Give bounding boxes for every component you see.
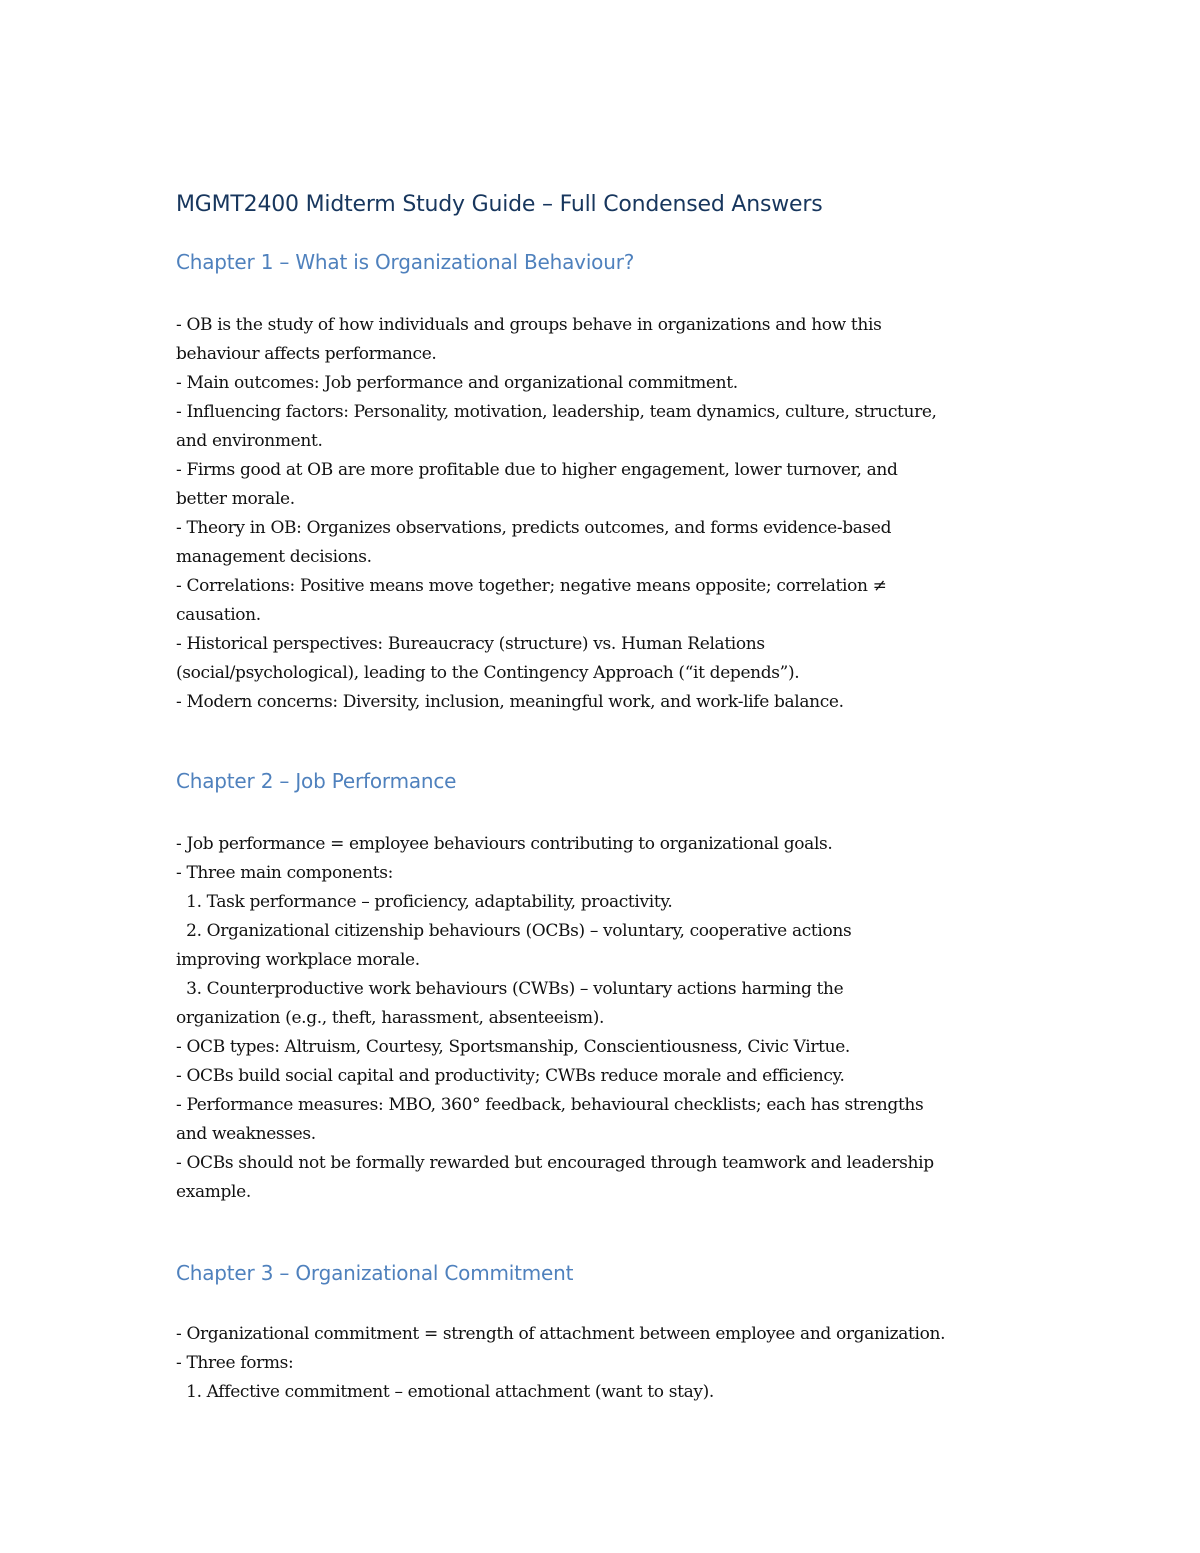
chapter-2-heading: Chapter 2 – Job Performance bbox=[176, 769, 457, 793]
chapter-2-line: example. bbox=[176, 1182, 251, 1202]
chapter-1-body bbox=[176, 311, 1036, 717]
chapter-1-heading: Chapter 1 – What is Organizational Behaviour? bbox=[176, 250, 635, 274]
chapter-3-line: 1. Affective commitment – emotional attachment (want to stay). bbox=[176, 1382, 714, 1402]
chapter-1-line: - Main outcomes: Job performance and organizational commitment. bbox=[176, 373, 738, 393]
chapter-2-line: 2. Organizational citizenship behaviours (OCBs) – voluntary, cooperative actions bbox=[176, 921, 852, 941]
chapter-1-line: - Firms good at OB are more profitable due to higher engagement, lower turnover, and bbox=[176, 460, 898, 480]
chapter-1-line: - Correlations: Positive means move together; negative means opposite; correlation ≠ bbox=[176, 576, 887, 596]
chapter-2-line: and weaknesses. bbox=[176, 1124, 316, 1144]
chapter-2-body bbox=[176, 830, 1036, 1207]
chapter-3-body bbox=[176, 1320, 1036, 1407]
chapter-2-line: - OCBs should not be formally rewarded but encouraged through teamwork and leadership bbox=[176, 1153, 934, 1173]
chapter-1-line: behaviour affects performance. bbox=[176, 344, 437, 364]
chapter-3-line: - Three forms: bbox=[176, 1353, 294, 1373]
chapter-1-line: - Influencing factors: Personality, motivation, leadership, team dynamics, culture, structure, bbox=[176, 402, 937, 422]
chapter-1-line: and environment. bbox=[176, 431, 323, 451]
chapter-2-line: - Three main components: bbox=[176, 863, 393, 883]
chapter-1-line: - OB is the study of how individuals and groups behave in organizations and how this bbox=[176, 315, 882, 335]
chapter-2-line: 3. Counterproductive work behaviours (CWBs) – voluntary actions harming the bbox=[176, 979, 844, 999]
chapter-3-line: - Organizational commitment = strength of attachment between employee and organization. bbox=[176, 1324, 946, 1344]
chapter-1-line: - Theory in OB: Organizes observations, predicts outcomes, and forms evidence-based bbox=[176, 518, 892, 538]
chapter-2-line: - Performance measures: MBO, 360° feedback, behavioural checklists; each has strengths bbox=[176, 1095, 924, 1115]
chapter-2-line: improving workplace morale. bbox=[176, 950, 420, 970]
chapter-2-line: - Job performance = employee behaviours contributing to organizational goals. bbox=[176, 834, 833, 854]
chapter-1-line: better morale. bbox=[176, 489, 295, 509]
chapter-1-line: causation. bbox=[176, 605, 261, 625]
chapter-1-line: management decisions. bbox=[176, 547, 372, 567]
chapter-1-line: (social/psychological), leading to the Contingency Approach (“it depends”). bbox=[176, 663, 800, 683]
document-title: MGMT2400 Midterm Study Guide – Full Condensed Answers bbox=[176, 192, 823, 217]
chapter-2-line: 1. Task performance – proficiency, adaptability, proactivity. bbox=[176, 892, 673, 912]
chapter-2-line: - OCB types: Altruism, Courtesy, Sportsmanship, Conscientiousness, Civic Virtue. bbox=[176, 1037, 850, 1057]
chapter-1-line: - Modern concerns: Diversity, inclusion, meaningful work, and work-life balance. bbox=[176, 692, 844, 712]
chapter-2-line: - OCBs build social capital and productivity; CWBs reduce morale and efficiency. bbox=[176, 1066, 845, 1086]
chapter-2-line: organization (e.g., theft, harassment, absenteeism). bbox=[176, 1008, 605, 1028]
chapter-1-line: - Historical perspectives: Bureaucracy (structure) vs. Human Relations bbox=[176, 634, 765, 654]
chapter-3-heading: Chapter 3 – Organizational Commitment bbox=[176, 1261, 574, 1285]
